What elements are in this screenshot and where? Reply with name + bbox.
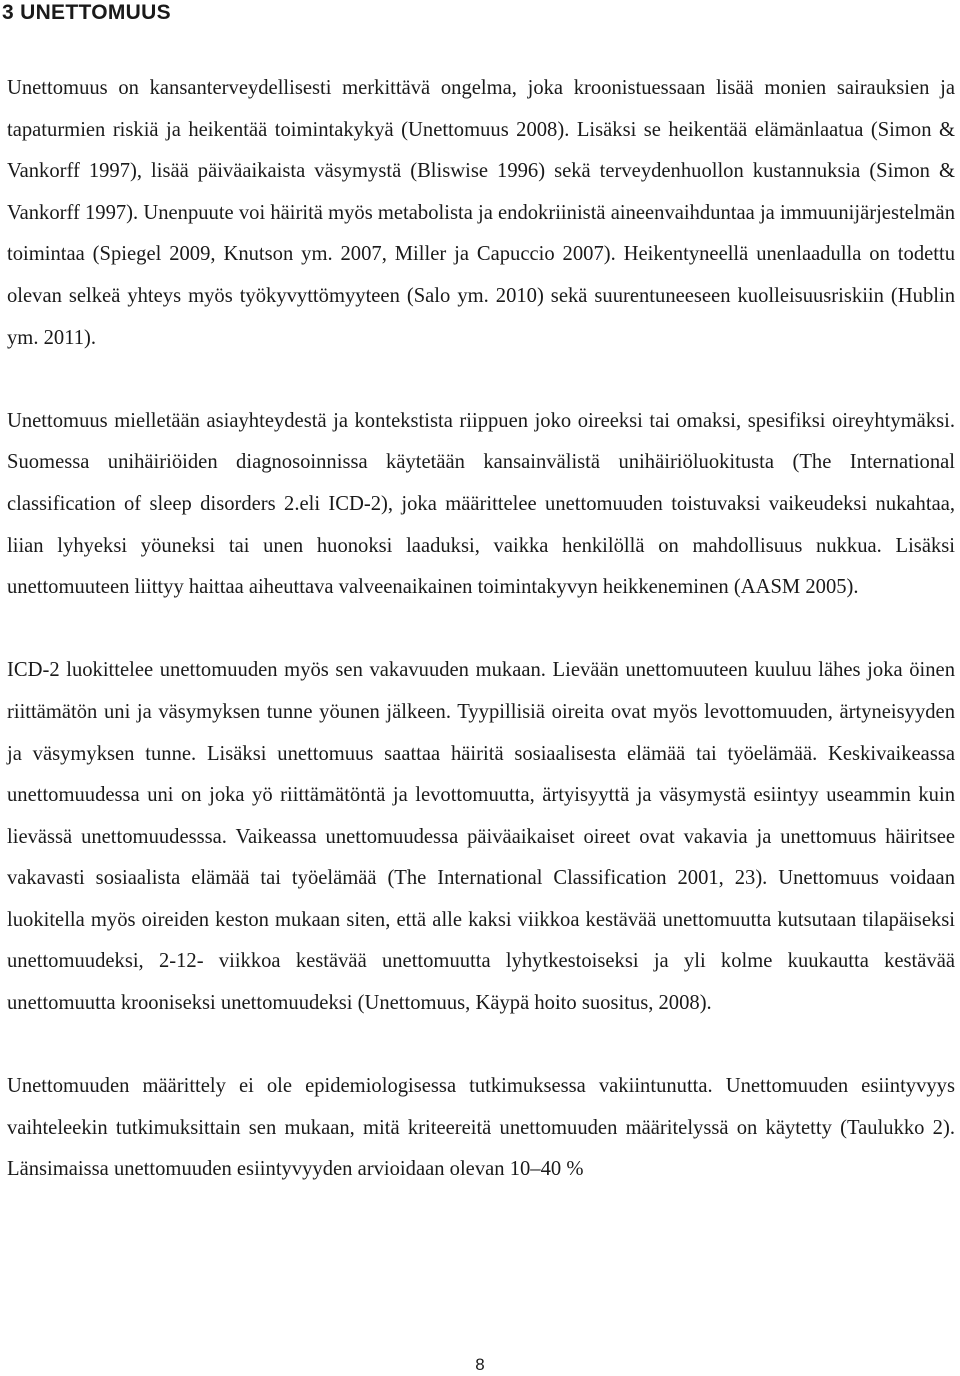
paragraph: Unettomuuden määrittely ei ole epidemiologisessa tutkimuksessa vakiintunutta. Unettomuuden esiintyvyys vaihteleekin tutkimuksittain sen mukaan, mitä kriteereitä unettomuuden määritelyssä on käytetty (Taulukko 2). Länsimaissa unettomuuden esiintyvyyden arvioidaan olevan 10–40 % — [7, 1075, 955, 1181]
body-text — [7, 68, 955, 1191]
paragraph: ICD-2 luokittelee unettomuuden myös sen vakavuuden mukaan. Lievään unettomuuteen kuuluu lähes joka öinen riittämätön uni ja väsymyksen tunne yöunen jälkeen. Tyypillisiä oireita ovat myös levottomuuden, ärtyneisyyden ja väsymyksen tunne. Lisäksi unettomuus saattaa häiritä sosiaalisesta elämää tai työelämää. Keskivaikeassa unettomuudessa uni on joka yö riittämätöntä ja levottomuutta, ärtyisyyttä ja väsymystä esiintyy useammin kuin lievässä unettomuudesssa. Vaikeassa unettomuudessa päiväaikaiset oireet ovat vakavia ja unettomuus häiritsee vakavasti sosiaalista elämää tai työelämää (The International Classification 2001, 23). Unettomuus voidaan luokitella myös oireiden keston mukaan siten, että alle kaksi viikkoa kestävää unettomuutta kutsutaan tilapäiseksi unettomuudeksi, 2-12- viikkoa kestävää unettomuutta lyhytkestoiseksi ja yli kolme kuukautta kestävää unettomuutta krooniseksi unettomuudeksi (Unettomuus, Käypä hoito suositus, 2008). — [7, 659, 955, 1015]
section-heading: 3 UNETTOMUUS — [2, 1, 171, 24]
paragraph: Unettomuus on kansanterveydellisesti merkittävä ongelma, joka kroonistuessaan lisää monien sairauksien ja tapaturmien riskiä ja heikentää toimintakykyä (Unettomuus 2008). Lisäksi se heikentää elämänlaatua (Simon & Vankorff 1997), lisää päiväaikaista väsymystä (Bliswise 1996) sekä terveydenhuollon kustannuksia (Simon & Vankorff 1997). Unenpuute voi häiritä myös metabolista ja endokriinistä aineenvaihduntaa ja immuunijärjestelmän toimintaa (Spiegel 2009, Knutson ym. 2007, Miller ja Capuccio 2007). Heikentyneellä unenlaadulla on todettu olevan selkeä yhteys myös työkyvyttömyyteen (Salo ym. 2010) sekä suurentuneeseen kuolleisuusriskiin (Hublin ym. 2011). — [7, 77, 955, 349]
paragraph: Unettomuus mielletään asiayhteydestä ja kontekstista riippuen joko oireeksi tai omaksi, spesifiksi oireyhtymäksi. Suomessa unihäiriöiden diagnosoinnissa käytetään kansainvälistä unihäiriöluokitusta (The International classification of sleep disorders 2.eli ICD-2), joka määrittelee unettomuuden toistuvaksi vaikeudeksi nukahtaa, liian lyhyeksi yöuneksi tai unen huonoksi laaduksi, vaikka henkilöllä on mahdollisuus nukkua. Lisäksi unettomuuteen liittyy haittaa aiheuttava valveenaikainen toimintakyvyn heikkeneminen (AASM 2005). — [7, 409, 955, 599]
page-number: 8 — [475, 1355, 485, 1374]
